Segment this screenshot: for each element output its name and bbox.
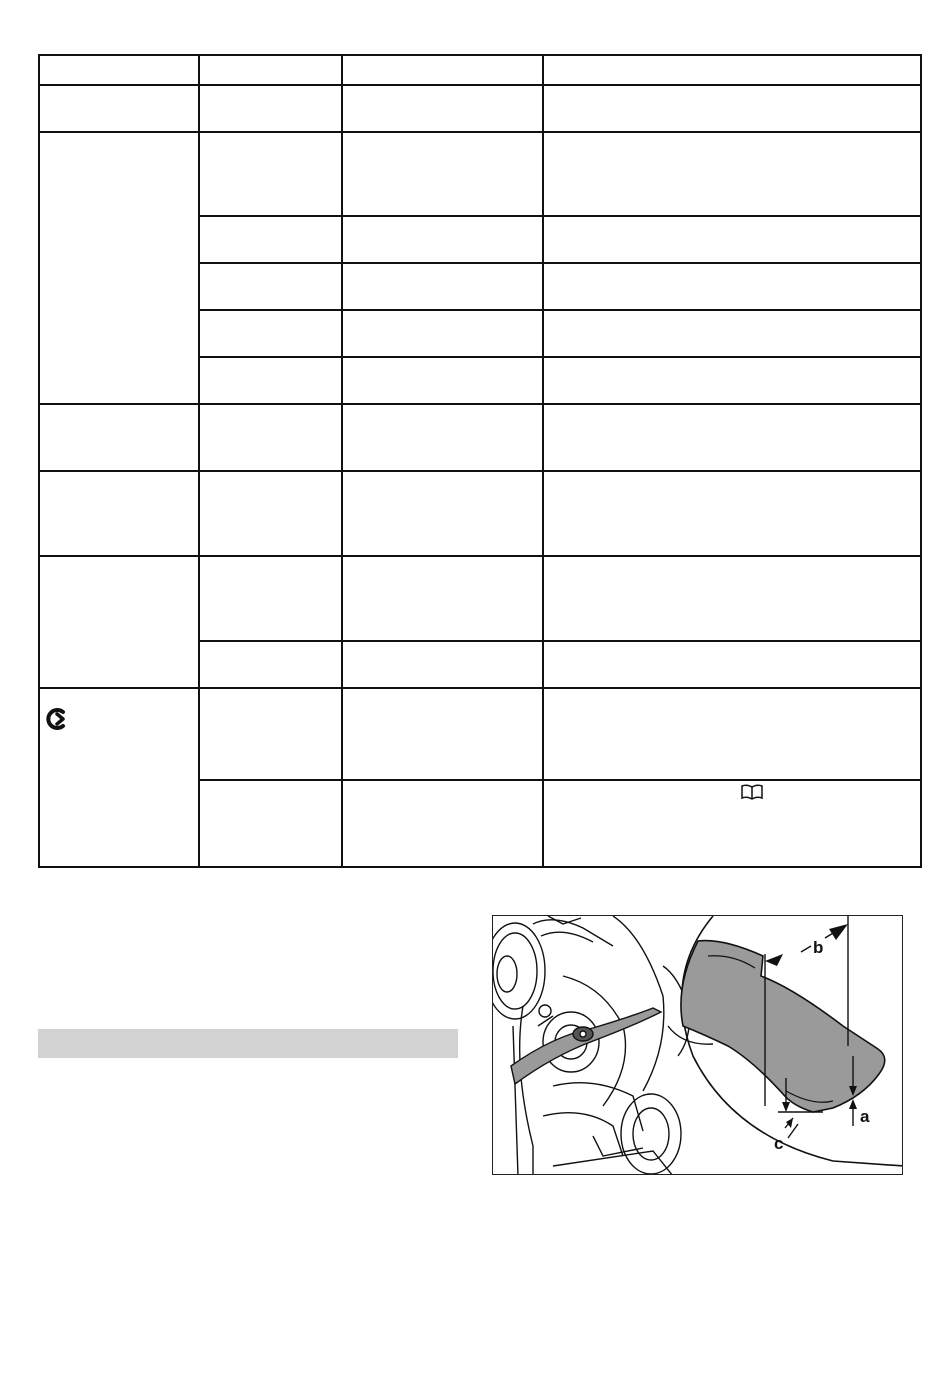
table-cell: [543, 263, 921, 310]
table-row: [39, 556, 921, 641]
table-cell: [543, 55, 921, 85]
table-row: [39, 85, 921, 132]
table-row: [39, 132, 921, 216]
table-cell: [199, 55, 342, 85]
table-row: [39, 471, 921, 556]
table-cell: [342, 641, 543, 688]
table-cell: [199, 216, 342, 263]
table-cell: [199, 404, 342, 471]
table-cell: [39, 688, 199, 867]
table-cell: [199, 471, 342, 556]
table-cell: [342, 216, 543, 263]
table-cell: [543, 404, 921, 471]
table-cell: [342, 471, 543, 556]
table-cell: [342, 688, 543, 780]
table-cell: [199, 780, 342, 867]
table-cell: [342, 780, 543, 867]
dimension-label-a: a: [860, 1107, 870, 1126]
table-cell: [39, 404, 199, 471]
table-cell: [39, 85, 199, 132]
table-header-row: [39, 55, 921, 85]
table-cell: [39, 132, 199, 404]
table-cell: [199, 556, 342, 641]
table-cell: [199, 132, 342, 216]
table-cell: [543, 556, 921, 641]
table-cell: [342, 310, 543, 357]
table-cell: [543, 780, 921, 867]
troubleshooting-table: [38, 54, 922, 868]
table-cell: [342, 556, 543, 641]
table-row: [39, 688, 921, 780]
table-cell: [342, 357, 543, 404]
table-cell: [199, 263, 342, 310]
table-cell: [543, 310, 921, 357]
rotating-arrow-icon: [44, 706, 70, 732]
table-cell: [543, 641, 921, 688]
table-cell: [342, 263, 543, 310]
table-cell: [199, 688, 342, 780]
table-cell: [543, 688, 921, 780]
table-cell: [543, 216, 921, 263]
table-cell: [342, 132, 543, 216]
table-cell: [199, 641, 342, 688]
table-cell: [543, 132, 921, 216]
table-cell: [199, 85, 342, 132]
table-cell: [39, 556, 199, 688]
table-cell: [39, 55, 199, 85]
table-cell: [39, 471, 199, 556]
table-row: [39, 404, 921, 471]
book-icon: [741, 784, 763, 800]
table-cell: [543, 471, 921, 556]
table-cell: [543, 85, 921, 132]
section-heading-bar: [38, 1029, 458, 1058]
blade-wear-illustration: [493, 916, 903, 1175]
dimension-label-c: c: [774, 1134, 784, 1153]
dimension-label-b: b: [813, 938, 824, 957]
table-cell: [342, 55, 543, 85]
table-cell: [543, 357, 921, 404]
table-cell: [342, 404, 543, 471]
table-cell: [199, 357, 342, 404]
table-cell: [199, 310, 342, 357]
table-cell: [342, 85, 543, 132]
blade-wear-figure: [492, 915, 903, 1175]
